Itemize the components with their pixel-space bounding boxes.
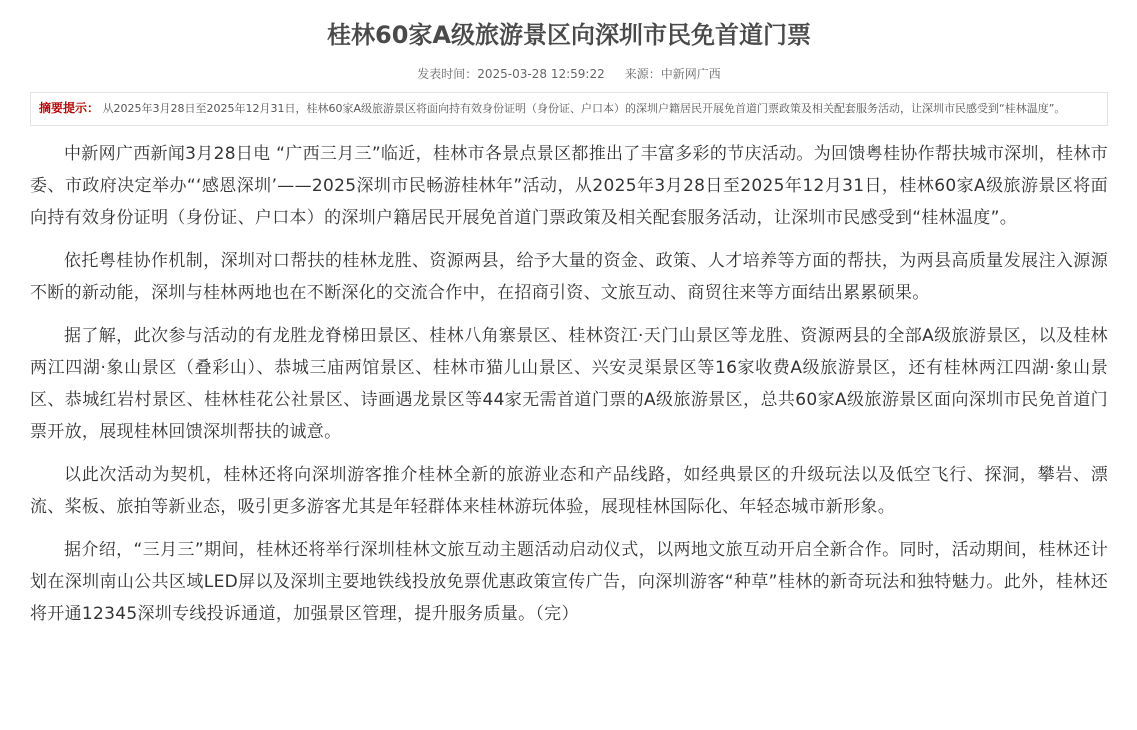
- publish-time-label: 发表时间：: [417, 67, 478, 81]
- article-paragraph: 据了解，此次参与活动的有龙胜龙脊梯田景区、桂林八角寨景区、桂林资江·天门山景区等龙胜、资源两县的全部A级旅游景区，以及桂林两江四湖·象山景区（叠彩山）、恭城三庙两馆景区、桂林市猫儿山景区、兴安灵渠景区等16家收费A级旅游景区，还有桂林两江四湖·象山景区、恭城红岩村景区、桂林桂花公社景区、诗画遇龙景区等44家无需首道门票的A级旅游景区，总共60家A级旅游景区面向深圳市民免首道门票开放，展现桂林回馈深圳帮扶的诚意。: [30, 326, 1108, 442]
- article-paragraph: 以此次活动为契机，桂林还将向深圳游客推介桂林全新的旅游业态和产品线路，如经典景区的升级玩法以及低空飞行、探洞，攀岩、漂流、桨板、旅拍等新业态，吸引更多游客尤其是年轻群体来桂林游玩体验，展现桂林国际化、年轻态城市新形象。: [30, 465, 1108, 517]
- article-paragraph: 依托粤桂协作机制，深圳对口帮扶的桂林龙胜、资源两县，给予大量的资金、政策、人才培养等方面的帮扶，为两县高质量发展注入源源不断的新动能，深圳与桂林两地也在不断深化的交流合作中，在招商引资、文旅互动、商贸往来等方面结出累累硕果。: [30, 251, 1108, 303]
- article-title: 桂林60家A级旅游景区向深圳市民免首道门票: [327, 21, 811, 49]
- source-label: 来源：: [624, 67, 661, 81]
- summary-text: 从2025年3月28日至2025年12月31日，桂林60家A级旅游景区将面向持有效身份证明（身份证、户口本）的深圳户籍居民开展免首道门票政策及相关配套服务活动，让深圳市民感受到“桂林温度”。: [102, 102, 1066, 115]
- summary-box: [30, 92, 1108, 126]
- summary-label: 摘要提示：: [39, 101, 100, 115]
- article-body: [30, 138, 1108, 630]
- article-paragraph: 中新网广西新闻3月28日电 “广西三月三”临近，桂林市各景点景区都推出了丰富多彩的节庆活动。为回馈粤桂协作帮扶城市深圳，桂林市委、市政府决定举办“‘感恩深圳’——2025深圳市民畅游桂林年”活动，从2025年3月28日至2025年12月31日，桂林60家A级旅游景区将面向持有效身份证明（身份证、户口本）的深圳户籍居民开展免首道门票政策及相关配套服务活动，让深圳市民感受到“桂林温度”。: [30, 144, 1108, 228]
- article-meta: [30, 65, 1108, 83]
- publish-time: 2025-03-28 12:59:22: [477, 67, 605, 81]
- source-name: 中新网广西: [660, 67, 721, 81]
- article-paragraph: 据介绍，“三月三”期间，桂林还将举行深圳桂林文旅互动主题活动启动仪式，以两地文旅互动开启全新合作。同时，活动期间，桂林还计划在深圳南山公共区域LED屏以及深圳主要地铁线投放免票优惠政策宣传广告，向深圳游客“种草”桂林的新奇玩法和独特魅力。此外，桂林还将开通12345深圳专线投诉通道，加强景区管理，提升服务质量。（完）: [30, 540, 1108, 624]
